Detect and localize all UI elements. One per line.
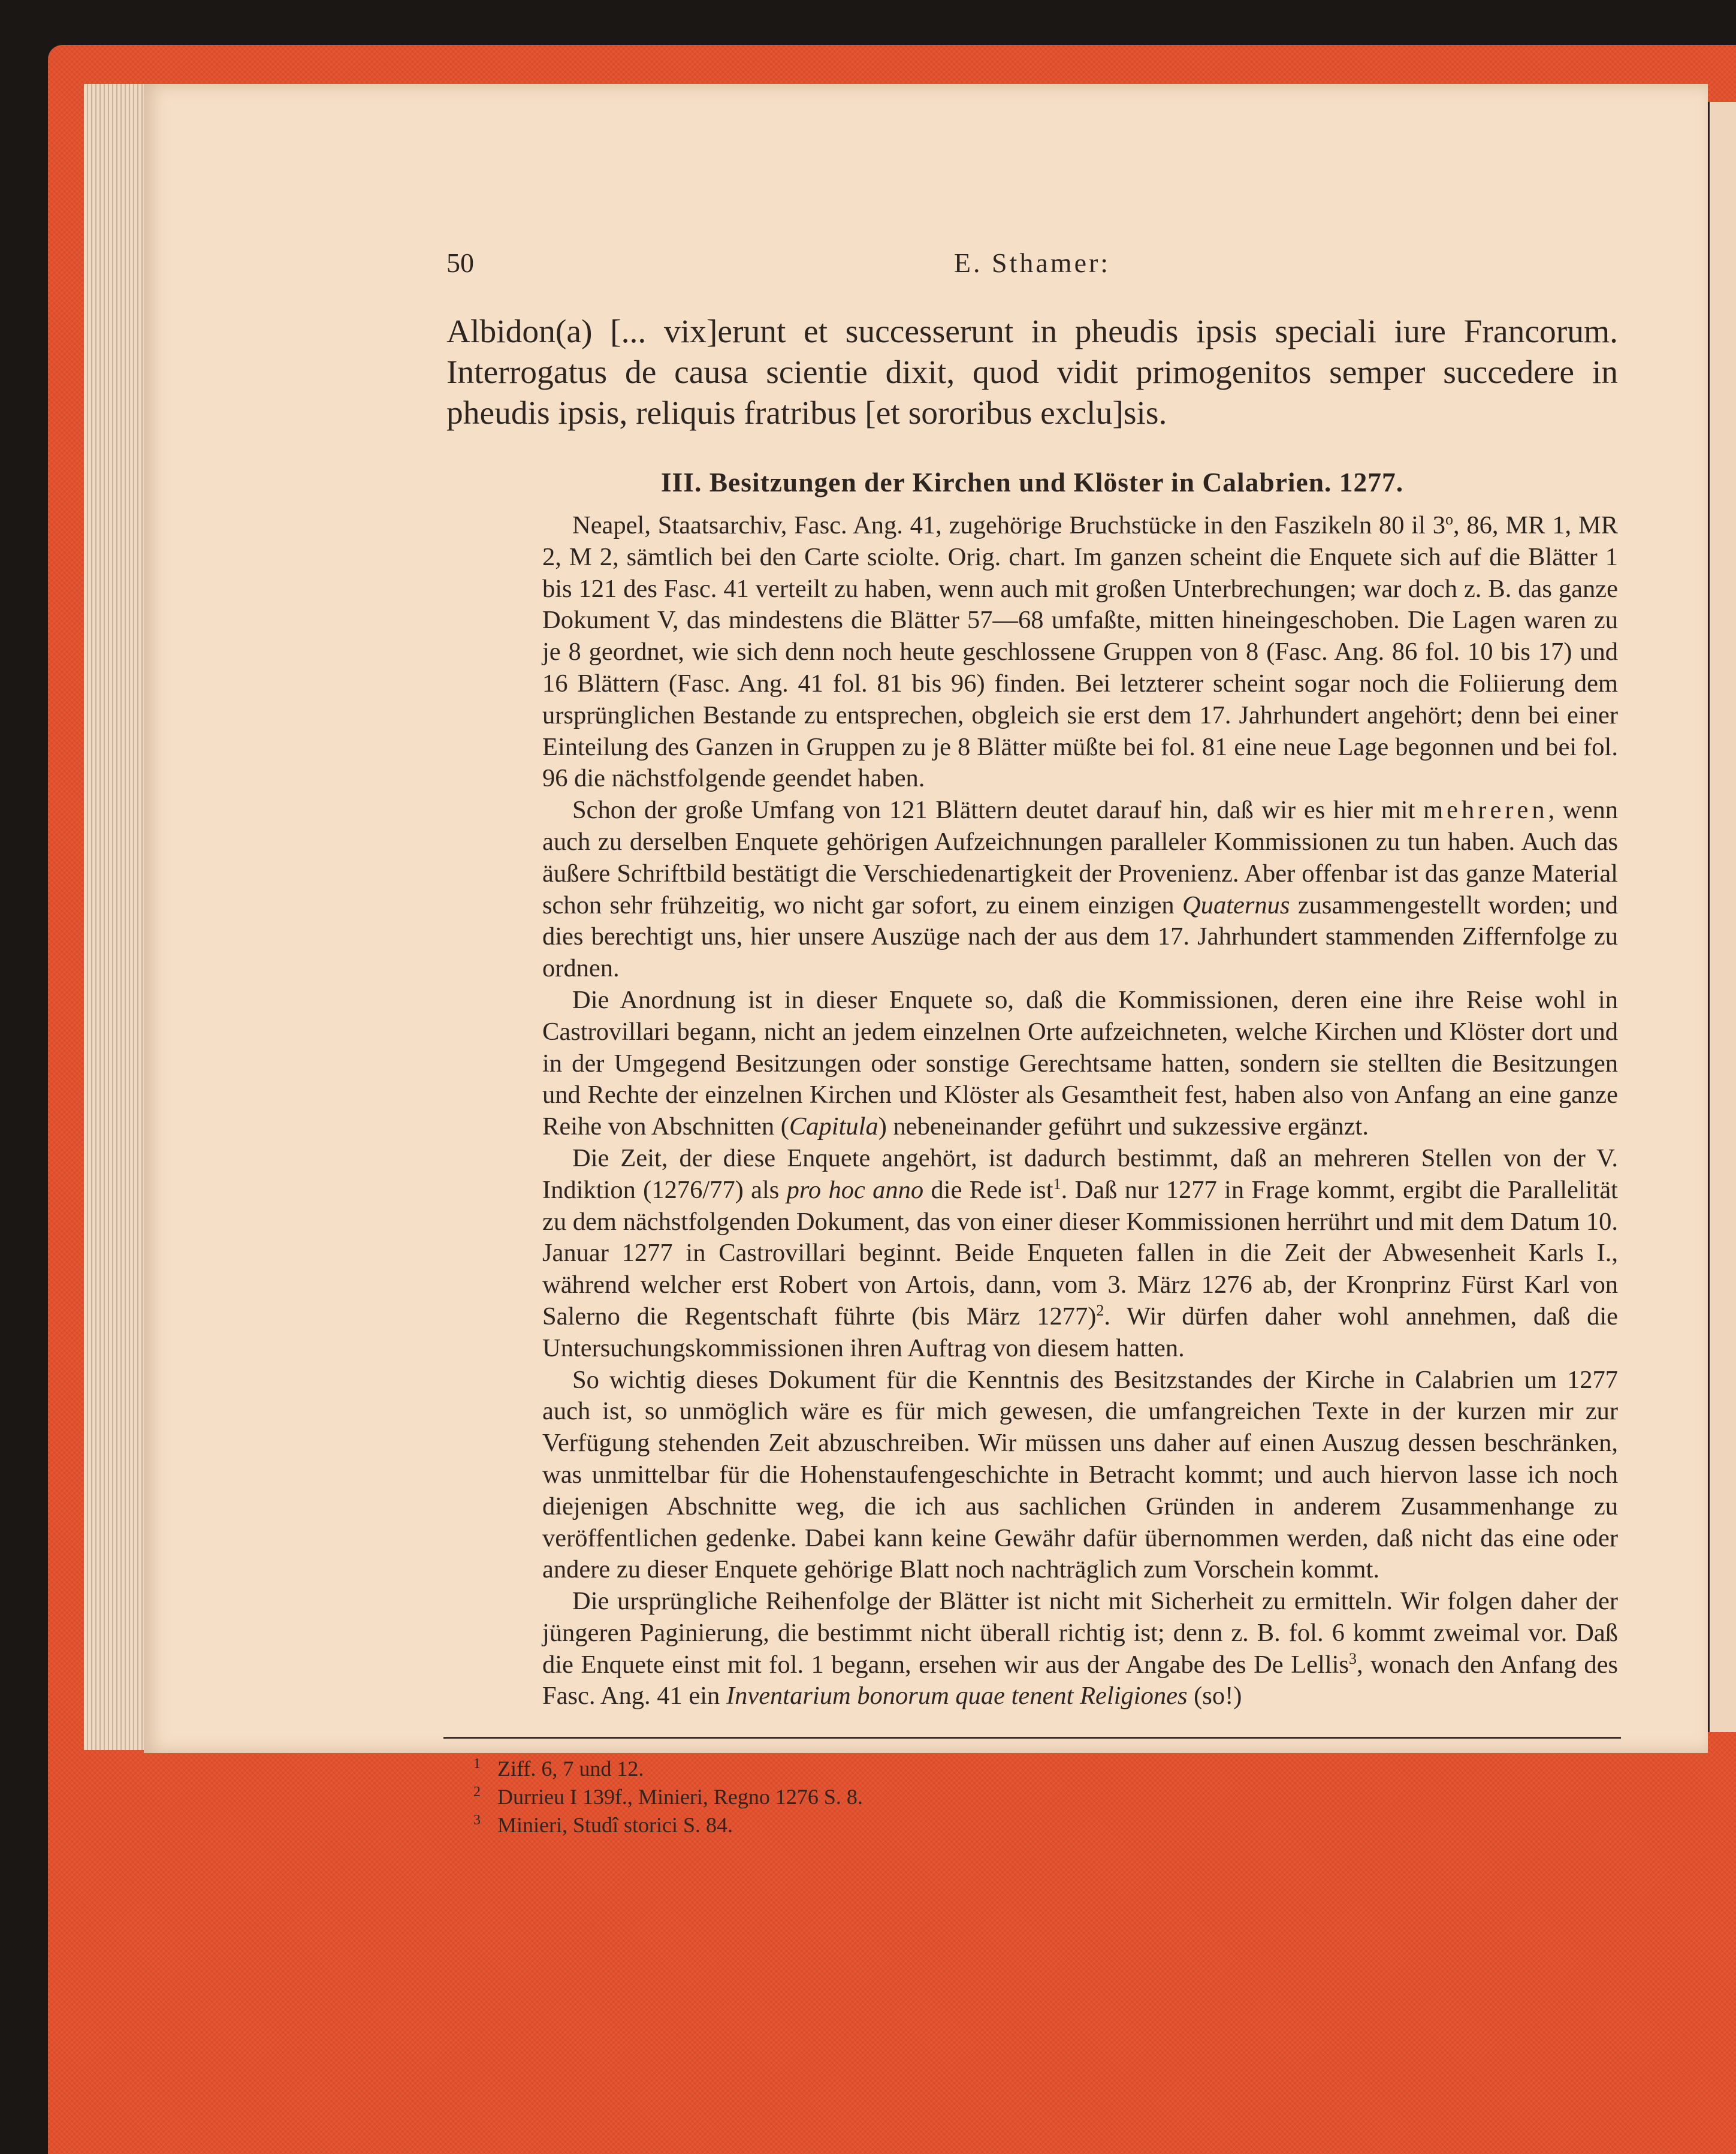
footnote: 1 Ziff. 6, 7 und 12. bbox=[473, 1756, 644, 1781]
footnote-ref-1: 1 bbox=[1053, 1175, 1061, 1193]
footnote-rule bbox=[443, 1737, 1621, 1739]
footnotes bbox=[473, 1755, 1492, 1839]
footnote: 3 Minieri, Studî storici S. 84. bbox=[473, 1812, 733, 1837]
page-number: 50 bbox=[446, 248, 474, 278]
footnote-ref-3: 3 bbox=[1348, 1649, 1357, 1667]
page-edges bbox=[84, 84, 150, 1750]
next-page-edge bbox=[1708, 102, 1736, 1732]
paragraph-3: Die Anordnung ist in dieser Enquete so, daß die Kommissionen, deren eine ihre Reise wohl in Castrovillari begann, nicht an jedem einzelnen Orte aufzeichneten, welche Kirchen und Klöster dort und in der Umgegend Besitzungen oder sonstige Gerechtsame hatten, sondern sie stellten die Besitzungen und Rechte der einzelnen Kirchen und Klöster als Gesamtheit fest, haben also von Anfang an eine ganze Reihe von Abschnitten (Capitula) nebeneinander geführt und sukzessive ergänzt. bbox=[542, 985, 1618, 1141]
paragraph-5: So wichtig dieses Dokument für die Kenntnis des Besitzstandes der Kirche in Calabrien um 1277 auch ist, so unmöglich wäre es für mich gewesen, die umfangreichen Texte in der kurzen mir zur Verfügung stehenden Zeit abzuschreiben. Wir müssen uns daher auf einen Auszug dessen beschränken, was unmittelbar für die Hohenstaufengeschichte in Betracht kommt; und auch hiervon lasse ich noch diejenigen Abschnitte weg, die ich aus sachlichen Gründen in anderem Zusammenhange zu veröffentlichen gedenke. Dabei kann keine Gewähr dafür übernommen werden, daß nicht das eine oder andere zu dieser Enquete gehörige Blatt noch nachträglich zum Vorschein kommt. bbox=[542, 1365, 1618, 1584]
body-text bbox=[542, 510, 1618, 1712]
intro-paragraph: Albidon(a) [... vix]erunt et successerunt in pheudis ipsis speciali iure Francorum. Interrogatus de causa scientie dixit, quod vidit primogenitos semper succedere in pheudis ipsis, reliquis fratribus [et sororibus exclu]sis. bbox=[446, 313, 1618, 432]
footnote-ref-2: 2 bbox=[1096, 1301, 1104, 1319]
paragraph-1: Neapel, Staatsarchiv, Fasc. Ang. 41, zugehörige Bruchstücke in den Faszikeln 80 il 3$^o$, 86, MR 1, MR 2, M 2, sämtlich bei den Carte sciolte. Orig. chart. Im ganzen scheint die Enquete sich auf die Blätter 1 bis 121 des Fasc. 41 verteilt zu haben, wenn auch mit großen Unterbrechungen; war doch z. B. das ganze Dokument V, das mindestens die Blätter 57—68 umfaßte, mitten hineingeschoben. Die Lagen waren zu je 8 geordnet, wie sich denn noch heute geschlossene Gruppen von 8 (Fasc. Ang. 86 fol. 10 bis 17) und 16 Blättern (Fasc. Ang. 41 fol. 81 bis 96) finden. Bei letzterer scheint sogar noch die Foliierung dem ursprünglichen Bestande zu entsprechen, obgleich sie erst dem 17. Jahrhundert angehört; denn bei einer Einteilung des Ganzen in Gruppen zu je 8 Blätter müßte bei fol. 81 eine neue Lage begonnen und bei fol. 96 die nächstfolgende geendet haben. bbox=[542, 510, 1618, 793]
intro-block bbox=[446, 312, 1618, 434]
section-title: III. Besitzungen der Kirchen und Klöster in Calabrien. 1277. bbox=[660, 467, 1404, 497]
paragraph-4: Die Zeit, der diese Enquete angehört, ist dadurch bestimmt, daß an mehreren Stellen von der V. Indiktion (1276/77) als pro hoc anno die Rede ist$^1$. Daß nur 1277 in Frage kommt, ergibt die Parallelität zu dem nächstfolgenden Dokument, das von einer dieser Kommissionen herrührt und mit dem Datum 10. Januar 1277 in Castrovillari beginnt. Beide Enqueten fallen in die Zeit der Abwesenheit Karls I., während welcher erst Robert von Artois, dann, vom 3. März 1276 ab, der Kronprinz Fürst Karl von Salerno die Regentschaft führte (bis März 1277)$^2$. Wir dürfen daher wohl annehmen, daß die Untersuchungskommissionen ihren Auftrag von diesem hatten. bbox=[542, 1144, 1618, 1362]
footnote: 2 Durrieu I 139f., Minieri, Regno 1276 S. 8. bbox=[473, 1784, 863, 1809]
running-head: E. Sthamer: bbox=[953, 248, 1111, 278]
page-header bbox=[446, 247, 1618, 283]
paragraph-2: Schon der große Umfang von 121 Blättern deutet darauf hin, daß wir es hier mit mehreren, wenn auch zu derselben Enquete gehörigen Aufzeichnungen paralleler Kommissionen zu tun haben. Auch das äußere Schriftbild bestätigt die Verschiedenartigkeit der Provenienz. Aber offenbar ist das ganze Material schon sehr frühzeitig, wo nicht gar sofort, zu einem einzigen Quaternus zusammengestellt worden; und dies berechtigt uns, hier unsere Auszüge nach der aus dem 17. Jahrhundert stammenden Ziffernfolge zu ordnen. bbox=[542, 796, 1619, 983]
paragraph-6: Die ursprüngliche Reihenfolge der Blätter ist nicht mit Sicherheit zu ermitteln. Wir folgen daher der jüngeren Paginierung, die bestimmt nicht überall richtig ist; denn z. B. fol. 6 kommt zweimal vor. Daß die Enquete einst mit fol. 1 begann, ersehen wir aus der Angabe des De Lellis$^3$, wonach den Anfang des Fasc. Ang. 41 ein Inventarium bonorum quae tenent Religiones (so!) bbox=[542, 1587, 1618, 1710]
